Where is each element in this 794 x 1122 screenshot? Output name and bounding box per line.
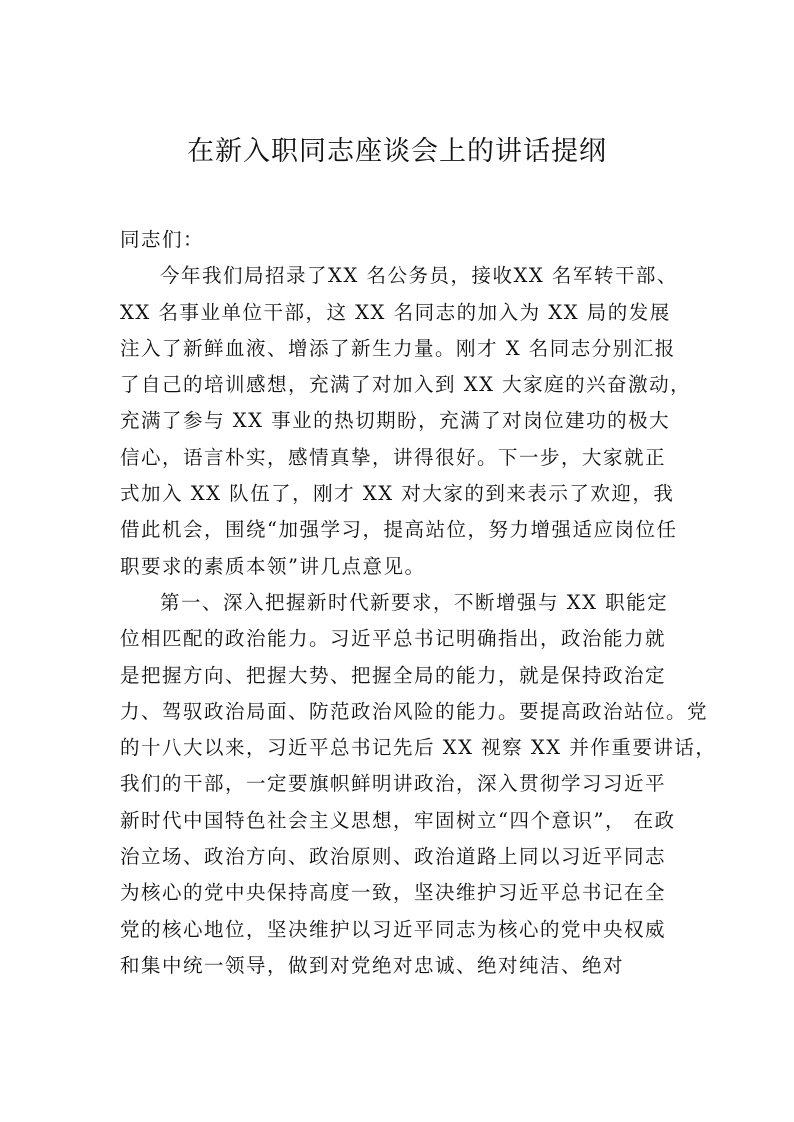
salutation: 同志们： <box>120 228 205 251</box>
body-line: 位相匹配的政治能力。习近平总书记明确指出，政治能力就 <box>120 627 667 651</box>
body-line: 和集中统一领导，做到对党绝对忠诚、绝对纯洁、绝对 <box>120 953 625 977</box>
body-line: 了自己的培训感想，充满了对加入到 XX 大家庭的兴奋激动， <box>120 373 692 397</box>
body-line: 的十八大以来，习近平总书记先后 XX 视察 XX 并作重要讲话， <box>120 736 717 760</box>
body-line: 治立场、政治方向、政治原则、政治道路上同以习近平同志 <box>120 845 667 869</box>
body-line: XX 名事业单位干部，这 XX 名同志的加入为 XX 局的发展 <box>120 300 671 324</box>
body-line: 党的核心地位，坚决维护以习近平同志为核心的党中央权威 <box>120 917 667 941</box>
document-title: 在新入职同志座谈会上的讲话提纲 <box>187 136 607 167</box>
body-line: 新时代中国特色社会主义思想，牢固树立“四个意识”， 在政 <box>120 808 676 832</box>
body-line: 力、驾驭政治局面、防范政治风险的能力。要提高政治站位。党 <box>120 699 709 723</box>
body-line: 第一、深入把握新时代新要求，不断增强与 XX 职能定 <box>160 590 669 614</box>
body-line: 充满了参与 XX 事业的热切期盼，充满了对岗位建功的极大 <box>120 409 671 433</box>
body-line: 是把握方向、把握大势、把握全局的能力，就是保持政治定 <box>120 663 667 687</box>
body-line: 注入了新鲜血液、增添了新生力量。刚才 X 名同志分别汇报 <box>120 336 676 360</box>
body-line: 职要求的素质本领”讲几点意见。 <box>120 554 426 578</box>
body-line: 信心，语言朴实，感情真挚，讲得很好。下一步，大家就正 <box>120 445 667 469</box>
body-line: 今年我们局招录了XX 名公务员，接收XX 名军转干部、 <box>160 264 678 288</box>
body-line: 式加入 XX 队伍了，刚才 XX 对大家的到来表示了欢迎，我 <box>120 482 675 506</box>
body-line: 为核心的党中央保持高度一致，坚决维护习近平总书记在全 <box>120 881 667 905</box>
body-line: 我们的干部，一定要旗帜鲜明讲政治，深入贯彻学习习近平 <box>120 772 667 796</box>
document-body <box>120 222 717 984</box>
body-line: 借此机会，围绕“加强学习，提高站位，努力增强适应岗位任 <box>120 518 678 542</box>
